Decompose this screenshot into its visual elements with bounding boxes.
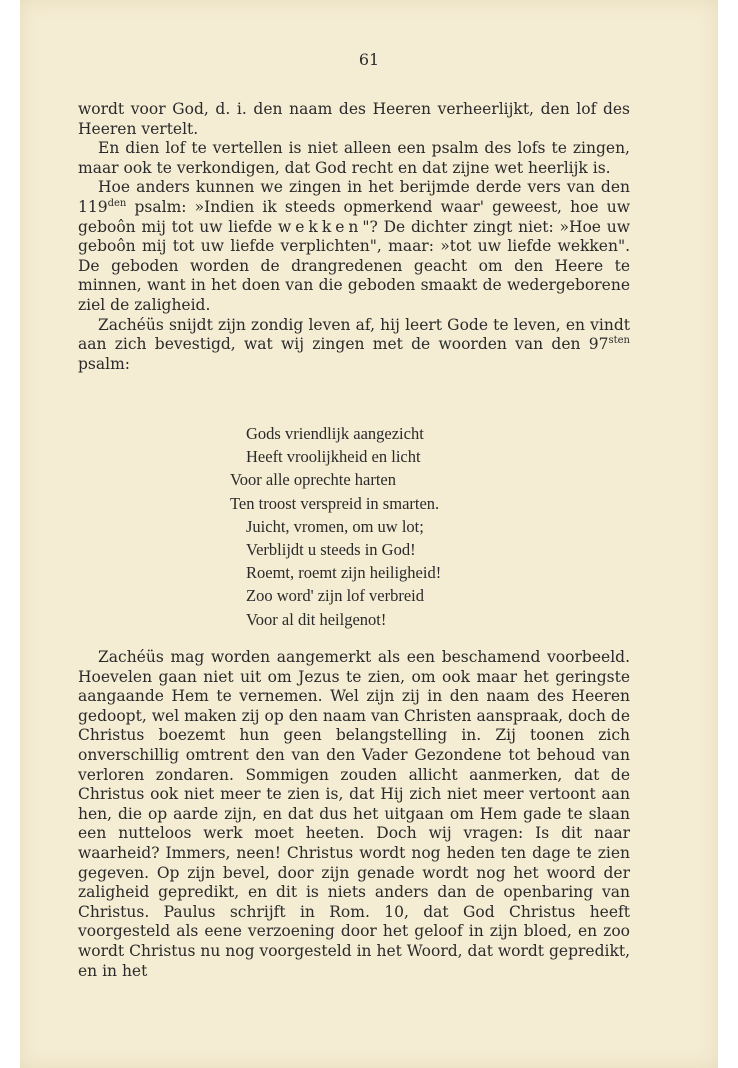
poem-line: Voor al dit heilgenot! — [246, 609, 387, 629]
paragraph-3-part-a: Hoe anders kunnen we zingen in het berijmde derde vers van den 119 — [78, 178, 630, 216]
emphasized-word: wekken — [277, 217, 363, 236]
ordinal-superscript: sten — [608, 335, 630, 347]
paragraph-2: En dien lof te vertellen is niet alleen een psalm des lofs te zingen, maar ook te verkondigen, dat God recht en dat zijne wet heerlijk is. — [78, 139, 630, 177]
paragraph-4 — [78, 316, 630, 375]
poem-line: Roemt, roemt zijn heiligheid! — [246, 563, 442, 583]
paragraph-4-part-a: Zachéüs snijdt zijn zondig leven af, hij leert Gode te leven, en vindt aan zich bevestigd, wat wij zingen met de woorden van den 97 — [78, 315, 630, 354]
poem-line: Ten troost verspreid in smarten. — [230, 493, 440, 513]
poem-line: Gods vriendlijk aangezicht — [246, 424, 424, 443]
poem-line: Heeft vroolijkheid en licht — [246, 447, 421, 467]
poem-line: Juicht, vromen, om uw lot; — [246, 516, 424, 536]
poem-line: Voor alle oprechte harten — [230, 470, 396, 490]
paragraph-1: wordt voor God, d. i. den naam des Heeren verheerlijkt, den lof des Heeren vertelt. — [78, 100, 630, 138]
text-block-top — [78, 100, 630, 374]
paragraph-5: Zachéüs mag worden aangemerkt als een beschamend voorbeeld. Hoevelen gaan niet uit om Jezus te zien, om ook maar het geringste aangaande Hem te vernemen. Wel zijn zij in den naam des Heeren gedoopt, wel maken zij op den naam van Christen aanspraak, doch de Christus boezemt hun geen belangstelling in. Zij toonen zich onverschillig omtrent den van den Vader Gezondene tot behoud van verloren zondaren. Sommigen zouden allicht aanmerken, dat de Christus ook niet meer te zien is, dat Hij zich niet meer vertoont aan hen, die op aarde zijn, en dat dus het uitgaan om Hem gade te slaan een nutteloos werk moet heeten. Doch wij vragen: Is dit naar waarheid? Immers, neen! Christus wordt nog heden ten dage te zien gegeven. Op zijn bevel, door zijn genade wordt nog het woord der zaligheid gepredikt, en dit is niets anders dan de openbaring van Christus. Paulus schrijft in Rom. 10, dat God Christus heeft voorgesteld als eene verzoening door het geloof in zijn bloed, en zoo wordt Christus nu nog voorgesteld in het Woord, dat wordt gepredikt, en in het — [78, 648, 630, 980]
paragraph-3 — [78, 178, 630, 315]
paragraph-4-part-b: psalm: — [78, 354, 130, 373]
poem-line: Verblijdt u steeds in God! — [246, 540, 416, 560]
text-block-bottom — [78, 648, 630, 981]
paragraph-3-part-c: "? De dichter zingt niet: »Hoe uw geboôn mij tot uw liefde verplichten", maar: »tot uw liefde wekken". De geboden worden de drangredenen geacht om den Heere te minnen, want in het doen van die geboden smaakt de wedergeborene ziel de zaligheid. — [78, 217, 631, 314]
ordinal-superscript: den — [107, 197, 127, 209]
page-number: 61 — [358, 50, 380, 69]
book-page — [20, 0, 718, 1068]
paragraph-3-part-b: psalm: »Indien ik steeds opmerkend waar' geweest, hoe uw geboôn mij tot uw liefde — [78, 197, 630, 236]
poem-stanza — [230, 422, 530, 631]
poem-line: Zoo word' zijn lof verbreid — [246, 586, 425, 606]
